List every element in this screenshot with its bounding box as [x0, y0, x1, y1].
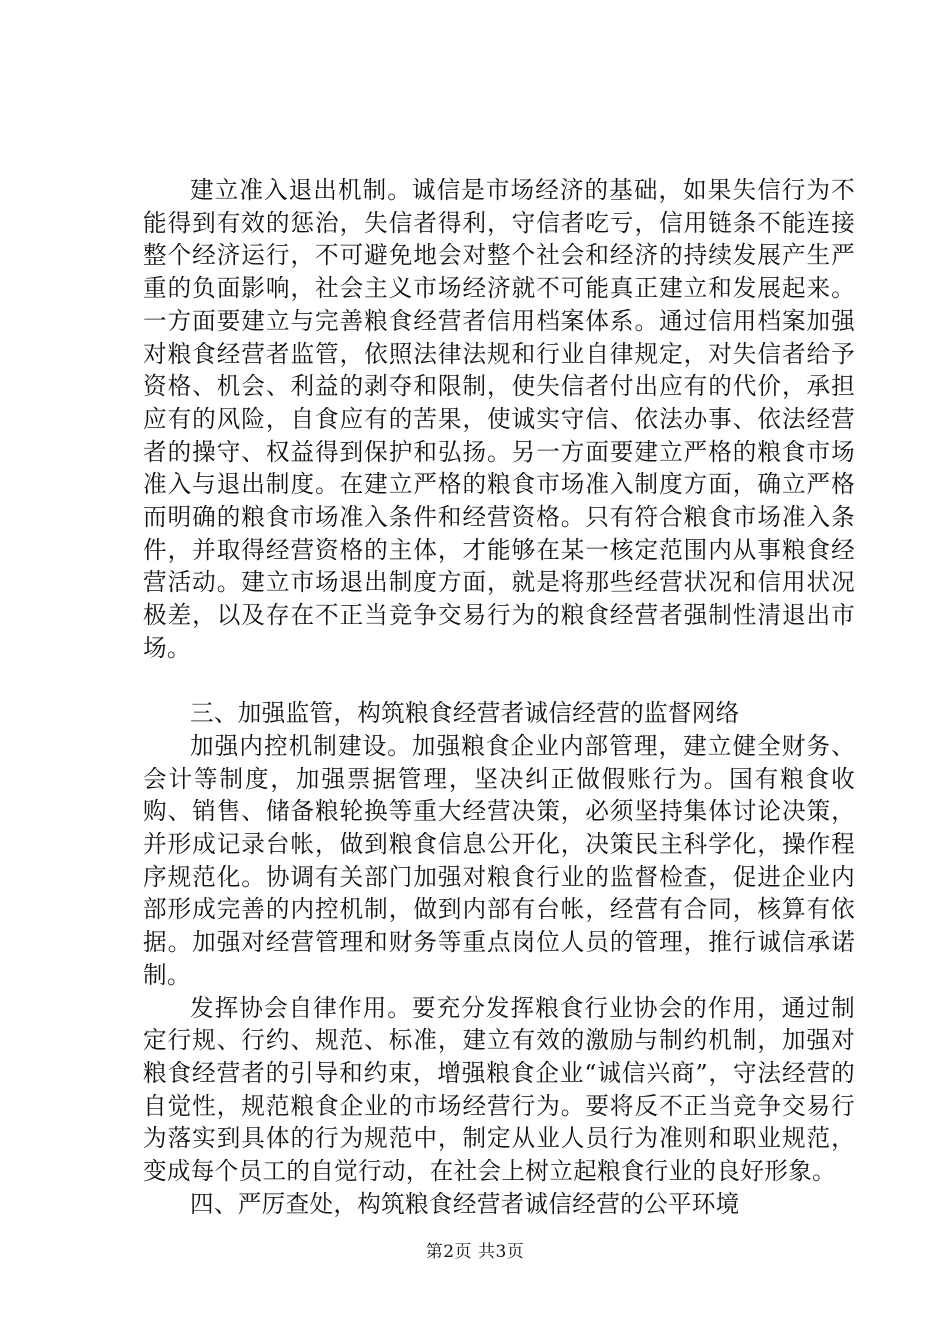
section-heading-4: 四、严厉查处，构筑粮食经营者诚信经营的公平环境 — [190, 1189, 740, 1218]
paragraph-internal-control: 加强内控机制建设。加强粮食企业内部管理，建立健全财务、会计等制度，加强票据管理，坚决纠正做假账行为。国有粮食收购、销售、储备粮轮换等重大经营决策，必须坚持集体讨论决策，并形成记录台帐，做到粮食信息公开化，决策民主科学化，操作程序规范化。协调有关部门加强对粮食行业的监督检查，促进企业内部形成完善的内控机制，做到内部有台帐，经营有合同，核算有依据。加强对经营管理和财务等重点岗位人员的管理，推行诚信承诺制。 — [143, 731, 855, 989]
paragraph-association-self-discipline: 发挥协会自律作用。要充分发挥粮食行业协会的作用，通过制定行规、行约、规范、标准，建立有效的激励与制约机制，加强对粮食经营者的引导和约束，增强粮食企业“诚信兴商”，守法经营的自觉性，规范粮食企业的市场经营行为。要将反不正当竞争交易行为落实到具体的行为规范中，制定从业人员行为准则和职业规范，变成每个员工的自觉行动，在社会上树立起粮食行业的良好形象。 — [143, 993, 855, 1186]
paragraph-spacer — [143, 665, 855, 698]
document-body — [143, 174, 855, 1220]
paragraph-entry-exit-mechanism: 建立准入退出机制。诚信是市场经济的基础，如果失信行为不能得到有效的惩治，失信者得利，守信者吃亏，信用链条不能连接整个经济运行，不可避免地会对整个社会和经济的持续发展产生严重的负面影响，社会主义市场经济就不可能真正建立和发展起来。一方面要建立与完善粮食经营者信用档案体系。通过信用档案加强对粮食经营者监管，依照法律法规和行业自律规定，对失信者给予资格、机会、利益的剥夺和限制，使失信者付出应有的代价，承担应有的风险，自食应有的苦果，使诚实守信、依法办事、依法经营者的操守、权益得到保护和弘扬。另一方面要建立严格的粮食市场准入与退出制度。在建立严格的粮食市场准入制度方面，确立严格而明确的粮食市场准入条件和经营资格。只有符合粮食市场准入条件，并取得经营资格的主体，才能够在某一核定范围内从事粮食经营活动。建立市场退出制度方面，就是将那些经营状况和信用状况极差，以及存在不正当竞争交易行为的粮食经营者强制性清退出市场。 — [143, 176, 855, 662]
page-footer: 第2页 共3页 — [425, 1242, 525, 1262]
section-heading-3: 三、加强监管，构筑粮食经营者诚信经营的监督网络 — [190, 699, 740, 728]
